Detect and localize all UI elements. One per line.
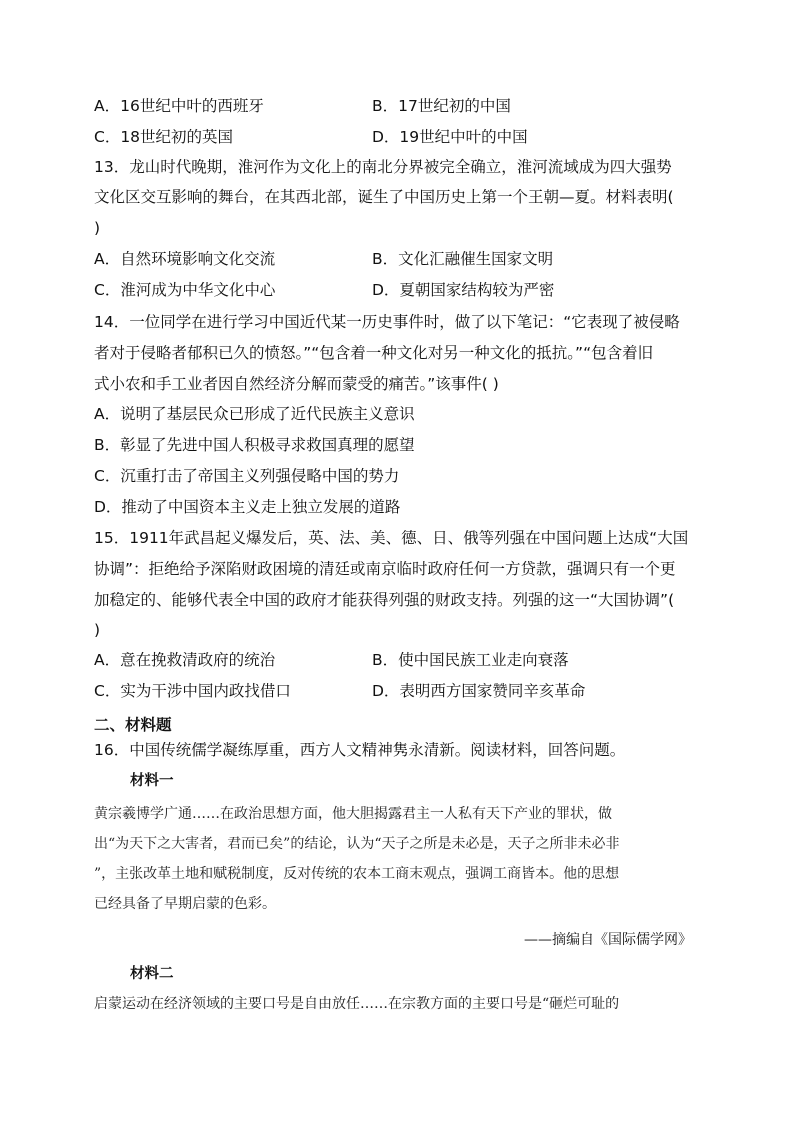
- q14-stem-line-2: 者对于侵略者郁积已久的愤怒。”“包含着一种文化对另一种文化的抵抗。”“包含着旧: [94, 344, 654, 362]
- material-1-line: ”，主张改革土地和赋税制度，反对传统的农本工商末观点，强调工商皆本。他的思想: [94, 866, 620, 882]
- material-1-label: 材料一: [130, 772, 174, 789]
- material-1-line: 出“为天下之大害者，君而已矣”的结论，认为“天子之所是未必是，天子之所非未必非: [94, 836, 620, 852]
- material-2-line: 启蒙运动在经济领域的主要口号是自由放任……在宗教方面的主要口号是“砸烂可耻的: [94, 996, 620, 1012]
- q15-option-d: D．表明西方国家赞同辛亥革命: [372, 682, 586, 700]
- q13-stem-line-2: 文化区交互影响的舞台，在其西北部，诞生了中国历史上第一个王朝—夏。材料表明(: [94, 188, 674, 206]
- q14-option-c: C．沉重打击了帝国主义列强侵略中国的势力: [94, 467, 400, 485]
- q14-stem-line-1: 14．一位同学在进行学习中国近代某一历史事件时，做了以下笔记：“它表现了被侵略: [94, 313, 680, 331]
- material-1-line: 黄宗羲博学广通……在政治思想方面，他大胆揭露君主一人私有天下产业的罪状，做: [94, 806, 612, 822]
- q12-option-d: D．19世纪中叶的中国: [372, 128, 528, 146]
- q13-stem-line-1: 13．龙山时代晚期，淮河作为文化上的南北分界被完全确立，淮河流域成为四大强势: [94, 158, 672, 176]
- q14-option-a: A．说明了基层民众已形成了近代民族主义意识: [94, 405, 415, 423]
- material-2-label: 材料二: [130, 965, 174, 982]
- q12-option-a: A．16世纪中叶的西班牙: [94, 97, 264, 115]
- q15-option-b: B．使中国民族工业走向衰落: [372, 651, 569, 669]
- material-1-source: ——摘编自《国际儒学网》: [524, 932, 692, 948]
- q15-option-c: C．实为干涉中国内政找借口: [94, 682, 291, 700]
- q13-option-a: A．自然环境影响文化交流: [94, 250, 276, 268]
- q12-option-c: C．18世纪初的英国: [94, 128, 234, 146]
- q14-option-b: B．彰显了先进中国人积极寻求救国真理的愿望: [94, 436, 415, 454]
- q15-stem-line-1: 15．1911年武昌起义爆发后，英、法、美、德、日、俄等列强在中国问题上达成“大国: [94, 529, 689, 547]
- q13-option-c: C．淮河成为中华文化中心: [94, 281, 276, 299]
- q15-stem-line-4: ): [94, 621, 101, 639]
- q15-stem-line-3: 加稳定的、能够代表全中国的政府才能获得列强的财政支持。列强的这一“大国协调”(: [94, 591, 675, 609]
- q14-stem-line-3: 式小农和手工业者因自然经济分解而蒙受的痛苦。”该事件( ): [94, 375, 499, 393]
- section-heading: 二、材料题: [94, 716, 172, 734]
- q16-intro: 16．中国传统儒学凝练厚重，西方人文精神隽永清新。阅读材料，回答问题。: [94, 741, 626, 759]
- q13-option-d: D．夏朝国家结构较为严密: [372, 281, 555, 299]
- q13-stem-line-3: ): [94, 219, 101, 237]
- q15-stem-line-2: 协调”：拒绝给予深陷财政困境的清廷或南京临时政府任何一方贷款，强调只有一个更: [94, 560, 676, 578]
- q14-option-d: D．推动了中国资本主义走上独立发展的道路: [94, 498, 401, 516]
- q15-option-a: A．意在挽救清政府的统治: [94, 651, 276, 669]
- material-1-line: 已经具备了早期启蒙的色彩。: [94, 896, 276, 912]
- q12-option-b: B．17世纪初的中国: [372, 97, 511, 115]
- q13-option-b: B．文化汇融催生国家文明: [372, 250, 554, 268]
